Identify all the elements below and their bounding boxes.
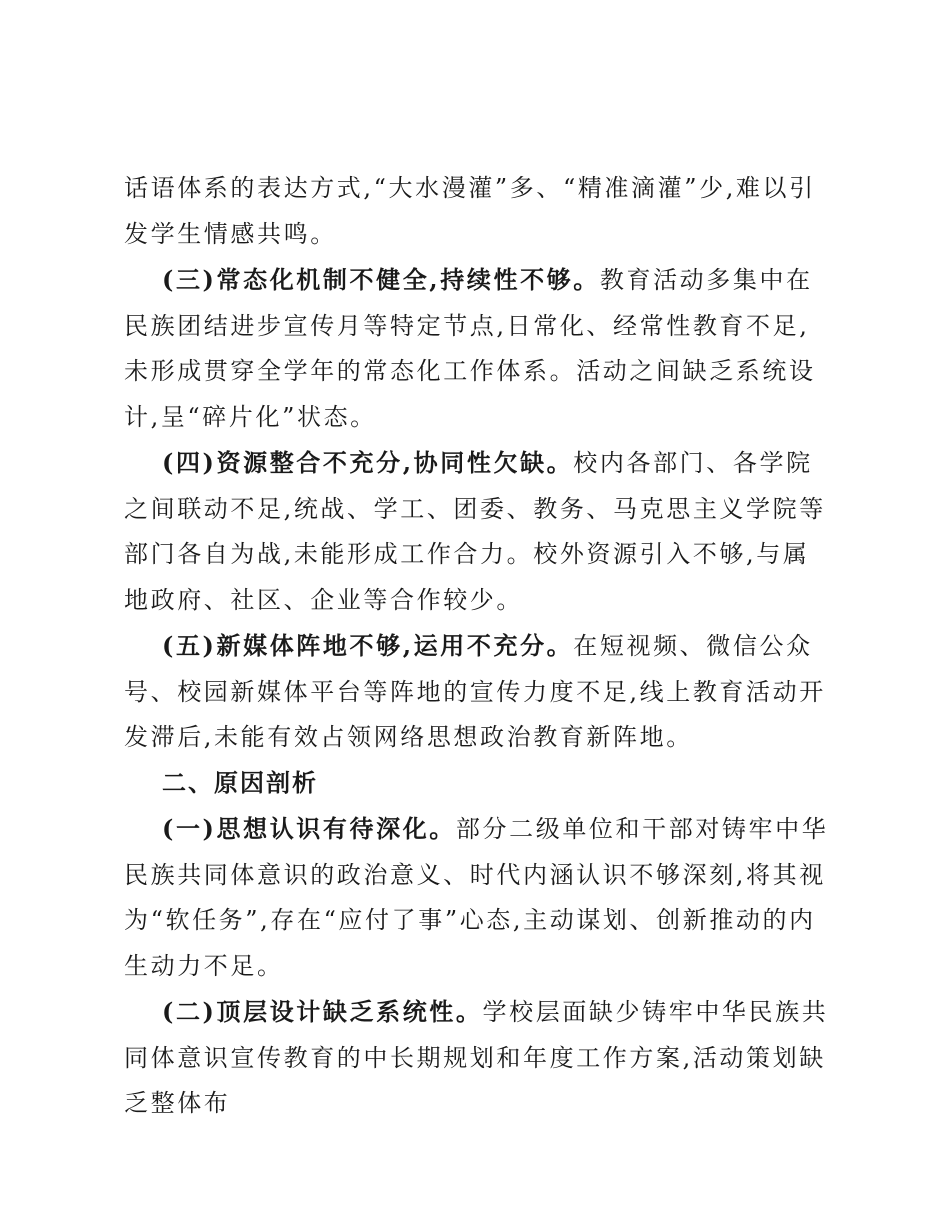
paragraph-text: 教育活动多集中在民族团结进步宣传月等特定节点,日常化、经常性教育不足,未形成贯穿全学年的常态化工作体系。活动之间缺乏系统设计,呈“碎片化”状态。 bbox=[124, 266, 816, 431]
paragraph-item-5 bbox=[124, 623, 830, 761]
paragraph-lead: (二)顶层设计缺乏系统性。 bbox=[162, 997, 483, 1026]
paragraph-text: 在短视频、微信公众号、校园新媒体平台等阵地的宣传力度不足,线上教育活动开发滞后,未能有效占领网络思想政治教育新阵地。 bbox=[124, 632, 826, 751]
paragraph-text: 话语体系的表达方式,“大水漫灌”多、“精准滴灌”少,难以引发学生情感共鸣。 bbox=[124, 174, 816, 248]
paragraph-item-4 bbox=[124, 440, 830, 623]
document-body bbox=[124, 166, 830, 1127]
paragraph-lead: (三)常态化机制不健全,持续性不够。 bbox=[162, 265, 600, 294]
paragraph-text: 校内各部门、各学院之间联动不足,统战、学工、团委、教务、马克思主义学院等部门各自为战,未能形成工作合力。校外资源引入不够,与属地政府、社区、企业等合作较少。 bbox=[124, 449, 826, 614]
paragraph-item-3 bbox=[124, 257, 830, 440]
analysis-item-1 bbox=[124, 806, 830, 989]
section-heading: 二、原因剖析 bbox=[162, 768, 318, 797]
analysis-item-2 bbox=[124, 989, 830, 1127]
paragraph-lead: (四)资源整合不充分,协同性欠缺。 bbox=[162, 448, 574, 477]
paragraph-lead: (五)新媒体阵地不够,运用不充分。 bbox=[162, 631, 574, 660]
paragraph-lead: (一)思想认识有待深化。 bbox=[162, 814, 456, 843]
paragraph-text: 学校层面缺少铸牢中华民族共同体意识宣传教育的中长期规划和年度工作方案,活动策划缺乏整体布 bbox=[124, 998, 829, 1117]
paragraph-text: 部分二级单位和干部对铸牢中华民族共同体意识的政治意义、时代内涵认识不够深刻,将其视为“软任务”,存在“应付了事”心态,主动谋划、创新推动的内生动力不足。 bbox=[124, 815, 829, 980]
paragraph-continuation bbox=[124, 166, 830, 257]
